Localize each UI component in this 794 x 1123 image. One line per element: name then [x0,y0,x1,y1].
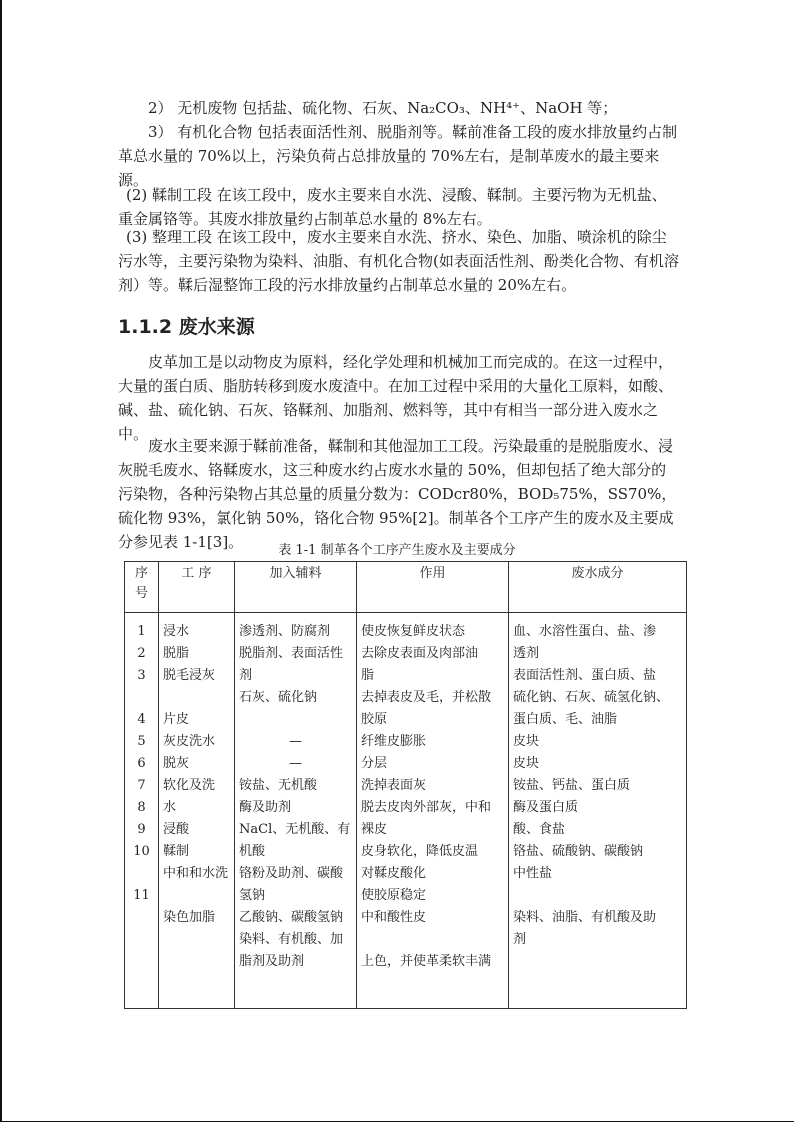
cell-number: 4 [137,712,146,727]
cell-effect: 使胶原稳定 [361,888,427,903]
cell-waste: 血、水溶性蛋白、盐、渗 [513,624,657,639]
column-process [159,613,235,1009]
cell-effect: 中和酸性皮 [361,910,427,925]
cell-additives: 铬粉及助剂、碳酸 [239,866,344,881]
cell-process: 软化及洗 [163,778,216,793]
cell-process [163,687,230,709]
cell-effect: 胶原 [361,712,388,727]
cell-waste: 蛋白质、毛、油脂 [513,712,618,727]
cell-additives: NaCl、无机酸、有 [239,822,351,837]
cell-number: 5 [137,734,146,749]
cell-additives: 脂剂及助剂 [239,954,305,969]
cell-number: 7 [137,778,146,793]
cell-additives: 机酸 [239,844,266,859]
cell-waste: 表面活性剂、蛋白质、盐 [513,668,657,683]
header-additives: 加入辅料 [235,562,357,613]
cell-waste [513,885,682,907]
cell-process: 水 [163,800,177,815]
cell-process: 鞣制 [163,844,190,859]
cell-process: 片皮 [163,712,190,727]
cell-waste: 皮块 [513,756,540,771]
cell-process: 灰皮洗水 [163,734,216,749]
cell-additives: — [289,756,302,771]
header-number: 序号 [125,562,159,613]
column-additives [235,613,357,1009]
cell-process: 脱毛浸灰 [163,668,216,683]
cell-additives: 乙酸钠、碳酸氢钠 [239,910,344,925]
cell-process: 浸水 [163,624,190,639]
cell-number: 9 [137,822,146,837]
column-effect [357,613,509,1009]
cell-process: 染色加脂 [163,910,216,925]
cell-number: 2 [137,646,146,661]
column-number [125,613,159,1009]
cell-waste: 剂 [513,932,527,947]
cell-effect: 裸皮 [361,822,388,837]
process-wastewater-table [124,561,687,1009]
cell-process: 中和和水洗 [163,866,229,881]
cell-process: 脱灰 [163,756,190,771]
cell-process: 浸酸 [163,822,190,837]
paragraph-finishing-section: (3) 整理工段 在该工段中，废水主要来自水洗、挤水、染色、加脂、喷涂机的除尘污水等，主要污染物为染料、油脂、有机化合物(如表面活性剂、酚类化合物、有机溶剂）等。鞣后湿整饰工段的污水排放量约占制革总水量的 20%左右。 [118,228,679,294]
cell-waste: 皮块 [513,734,540,749]
cell-process: 脱脂 [163,646,190,661]
cell-additives: 酶及助剂 [239,800,292,815]
paragraph-leather-processing: 皮革加工是以动物皮为原料，经化学处理和机械加工而完成的。在这一过程中，大量的蛋白质、脂肪转移到废水废渣中。在加工过程中采用的大量化工原料，如酸、碱、盐、硫化钠、石灰、铬鞣剂、加脂剂、燃料等，其中有相当一部分进入废水之中。 [118,353,674,443]
paragraph-organic-compounds: 3） 有机化合物 包括表面活性剂、脱脂剂等。鞣前准备工段的废水排放量约占制革总水量的 70%以上，污染负荷占总排放量的 70%左右，是制革废水的最主要来源。 [118,123,678,189]
cell-effect: 洗掉表面灰 [361,778,427,793]
cell-additives: 铵盐、无机酸 [239,778,318,793]
cell-waste: 硫化钠、石灰、硫氢化钠、 [513,690,670,705]
cell-process [163,885,230,907]
header-effect: 作用 [357,562,509,613]
cell-waste: 染料、油脂、有机酸及助 [513,910,657,925]
cell-additives: — [289,734,302,749]
cell-number: 11 [133,888,150,903]
cell-waste: 铵盐、钙盐、蛋白质 [513,778,631,793]
cell-additives: 石灰、硫化钠 [239,690,318,705]
cell-effect: 去掉表皮及毛，并松散 [361,690,492,705]
cell-waste: 酶及蛋白质 [513,800,579,815]
cell-effect: 皮身软化，降低皮温 [361,844,479,859]
cell-number [129,863,154,885]
cell-waste: 透剂 [513,646,540,661]
cell-waste: 铬盐、硫酸钠、碳酸钠 [513,844,644,859]
paragraph-inorganic-waste: 2） 无机废物 包括盐、硫化物、石灰、Na₂CO₃、NH⁴⁺、NaOH 等； [148,99,618,117]
cell-number: 3 [137,668,146,683]
cell-effect: 对鞣皮酸化 [361,866,427,881]
section-heading: 1.1.2 废水来源 [118,316,255,338]
header-process: 工 序 [159,562,235,613]
header-waste-components: 废水成分 [509,562,687,613]
cell-additives: 剂 [239,668,253,683]
cell-number: 1 [137,624,146,639]
table-header-row [125,562,687,613]
paragraph-wastewater-sources: 废水主要来源于鞣前准备，鞣制和其他湿加工工段。污染最重的是脱脂废水、浸灰脱毛废水、铬鞣废水，这三种废水约占废水水量的 50%，但却包括了绝大部分的污染物，各种污染物占其总量的质量分数为：CODcr80%，BOD₅75%，SS70%，硫化物 93%，氯化钠 50%，铬化合物 95%[2]。制革各个工序产生的废水及主要成分参见表 1-1[3]。 [118,437,677,551]
cell-number [129,687,154,709]
cell-effect: 脂 [361,668,375,683]
cell-number: 6 [137,756,146,771]
cell-additives: 氢钠 [239,888,266,903]
cell-effect: 脱去皮肉外部灰，中和 [361,800,492,815]
cell-waste: 酸、食盐 [513,822,566,837]
cell-effect [361,929,504,951]
cell-additives: 脱脂剂、表面活性 [239,646,344,661]
cell-number: 10 [133,844,150,859]
cell-additives: 渗透剂、防腐剂 [239,624,331,639]
table-body-row [125,613,687,1009]
cell-additives [239,709,352,731]
cell-effect: 使皮恢复鲜皮状态 [361,624,466,639]
table-caption: 表 1-1 制革各个工序产生废水及主要成分 [278,543,516,558]
cell-waste: 中性盐 [513,866,553,881]
cell-effect: 纤维皮膨胀 [361,734,427,749]
cell-additives: 染料、有机酸、加 [239,932,344,947]
cell-number: 8 [137,800,146,815]
cell-effect: 上色，并使革柔软丰满 [361,954,492,969]
paragraph-tanning-section: (2) 鞣制工段 在该工段中，废水主要来自水洗、浸酸、鞣制。主要污物为无机盐、重金属铬等。其废水排放量约占制革总水量的 8%左右。 [118,186,667,228]
cell-effect: 去除皮表面及肉部油 [361,646,479,661]
column-waste-components [509,613,687,1009]
cell-effect: 分层 [361,756,388,771]
